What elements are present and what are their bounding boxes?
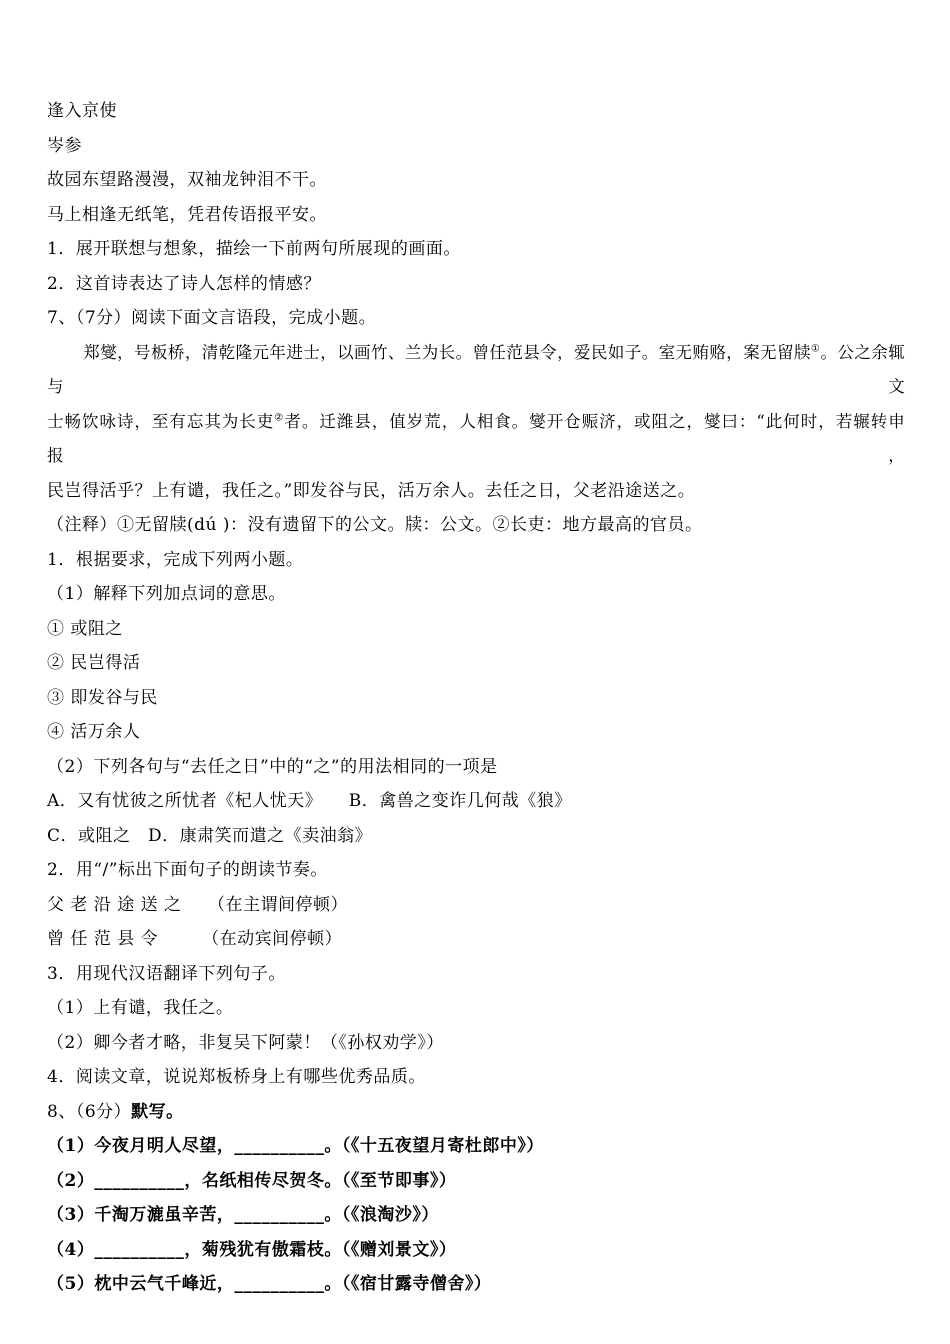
passage-line-3 bbox=[47, 474, 905, 509]
q8-item-1 bbox=[47, 1129, 905, 1164]
q7-1-1 bbox=[47, 577, 905, 612]
poem-author bbox=[47, 129, 905, 164]
text-segment: 逢入京使 bbox=[47, 101, 117, 121]
q7-1-2-options-cd bbox=[47, 819, 905, 854]
text-segment: C．或阻之 D．康肃笑而遣之《卖油翁》 bbox=[47, 825, 373, 846]
q7-3 bbox=[47, 957, 905, 992]
q7-1-1-word-1 bbox=[47, 612, 905, 647]
text-segment: （1）解释下列加点词的意思。 bbox=[47, 584, 286, 604]
poem-title bbox=[47, 94, 905, 129]
text-segment: （1）上有谴，我任之。 bbox=[47, 998, 234, 1018]
text-segment: A．又有忧彼之所忧者《杞人忧天》 B．禽兽之变诈几何哉《狼》 bbox=[47, 791, 572, 811]
q7-3-sentence-2 bbox=[47, 1026, 905, 1061]
q8-item-2 bbox=[47, 1164, 905, 1199]
text-segment: 2．用“/”标出下面句子的朗读节奏。 bbox=[47, 860, 328, 880]
text-segment: （注释）①无留牍(dú )：没有遗留下的公文。牍：公文。②长吏：地方最高的官员。 bbox=[47, 515, 703, 535]
q7-1-1-word-3 bbox=[47, 681, 905, 716]
q7-2-sentence-1 bbox=[47, 888, 905, 923]
poem-question-2 bbox=[47, 267, 905, 302]
q7-4 bbox=[47, 1060, 905, 1095]
q7-2-sentence-2 bbox=[47, 922, 905, 957]
text-segment: （2）__________，名纸相传尽贺冬。（《至节即事》） bbox=[47, 1170, 457, 1191]
q8-item-4 bbox=[47, 1233, 905, 1268]
passage-line-2 bbox=[47, 405, 905, 474]
text-segment: 默写。 bbox=[131, 1101, 184, 1122]
poem-line-2 bbox=[47, 198, 905, 233]
q7-3-sentence-1 bbox=[47, 991, 905, 1026]
text-segment: 4．阅读文章，说说郑板桥身上有哪些优秀品质。 bbox=[47, 1067, 426, 1087]
text-segment: 7、（7分）阅读下面文言语段，完成小题。 bbox=[47, 308, 377, 328]
document-content bbox=[47, 94, 905, 1302]
text-segment: 1．展开联想与想象，描绘一下前两句所展现的画面。 bbox=[47, 239, 461, 259]
text-segment: 郑燮，号板桥，清乾隆元年进士，以画竹、兰为长。曾任范县令，爱民如子。室无贿赂，案无留牍 bbox=[83, 342, 811, 362]
text-segment: ① 或阻之 bbox=[47, 618, 123, 639]
q8-header bbox=[47, 1095, 905, 1130]
text-segment: （4）__________，菊残犹有傲霜枝。（《赠刘景文》） bbox=[47, 1239, 457, 1260]
text-segment: （1）今夜月明人尽望，__________。（《十五夜望月寄杜郎中》） bbox=[47, 1136, 544, 1156]
text-segment: 岑参 bbox=[47, 135, 82, 156]
footnote-marker: ② bbox=[274, 412, 285, 423]
text-segment: 曾 任 范 县 令 （在动宾间停顿） bbox=[47, 929, 343, 949]
text-segment: 士畅饮咏诗，至有忘其为长吏 bbox=[47, 411, 275, 431]
text-segment: （5）枕中云气千峰近，__________。（《宿甘露寺僧舍》） bbox=[47, 1274, 492, 1294]
text-segment: 3．用现代汉语翻译下列句子。 bbox=[47, 963, 286, 984]
text-segment: 1．根据要求，完成下列两小题。 bbox=[47, 549, 304, 570]
poem-line-1 bbox=[47, 163, 905, 198]
text-segment: 。公之余辄与文 bbox=[47, 342, 906, 396]
text-segment: 2．这首诗表达了诗人怎样的情感？ bbox=[47, 273, 321, 294]
q7-1-2 bbox=[47, 750, 905, 785]
text-segment: 故园东望路漫漫，双袖龙钟泪不干。 bbox=[47, 170, 327, 190]
q7-1-1-word-2 bbox=[47, 646, 905, 681]
text-segment: ④ 活万余人 bbox=[47, 722, 141, 742]
q7-1-2-options-ab bbox=[47, 784, 905, 819]
q7-1 bbox=[47, 543, 905, 578]
text-segment: 民岂得活乎？上有谴，我任之。”即发谷与民，活万余人。去任之日，父老沿途送之。 bbox=[47, 480, 696, 501]
q8-item-5 bbox=[47, 1267, 905, 1302]
q8-item-3 bbox=[47, 1198, 905, 1233]
passage-notes bbox=[47, 508, 905, 543]
q7-1-1-word-4 bbox=[47, 715, 905, 750]
footnote-marker: ① bbox=[810, 343, 821, 354]
poem-question-1 bbox=[47, 232, 905, 267]
text-segment: ② 民岂得活 bbox=[47, 653, 141, 673]
passage-line-1 bbox=[47, 336, 905, 405]
text-segment: （2）卿今者才略，非复吴下阿蒙！（《孙权劝学》） bbox=[47, 1032, 444, 1053]
text-segment: 马上相逢无纸笔，凭君传语报平安。 bbox=[47, 204, 327, 225]
text-segment: 父 老 沿 途 送 之 （在主谓间停顿） bbox=[47, 894, 349, 915]
text-segment: （2）下列各句与“去任之日”中的“之”的用法相同的一项是 bbox=[47, 756, 498, 777]
q7-2 bbox=[47, 853, 905, 888]
text-segment: ③ 即发谷与民 bbox=[47, 687, 158, 708]
q7-header bbox=[47, 301, 905, 336]
text-segment: 8、（6分） bbox=[47, 1101, 132, 1122]
text-segment: （3）千淘万漉虽辛苦，__________。（《浪淘沙》） bbox=[47, 1205, 439, 1225]
text-segment: 者。迁潍县，值岁荒，人相食。燮开仓赈济，或阻之，燮曰：“此何时，若辗转申报， bbox=[47, 411, 905, 465]
